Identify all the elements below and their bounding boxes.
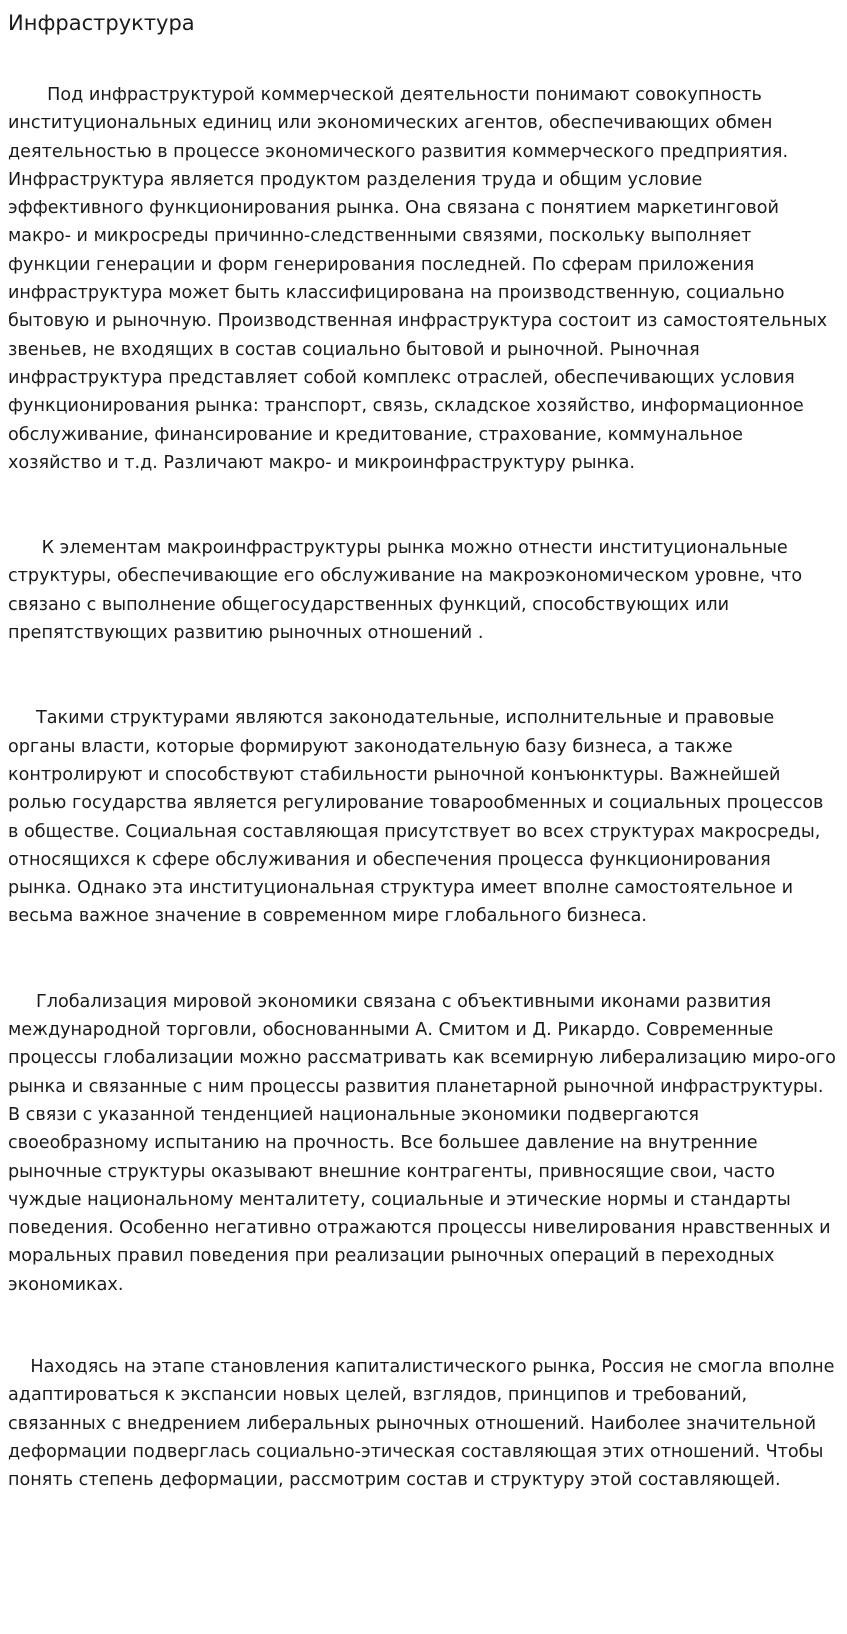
paragraph-spacer [8, 647, 839, 704]
paragraph-spacer [8, 477, 839, 534]
paragraph-globalization: Глобализация мировой экономики связана с объективными иконами развития международной торговли, обоснованными А. Смитом и Д. Рикардо. Современные процессы глобализации можно рассматривать как всемирную либерализацию миро-ого рынка и связанные с ним процессы развития планетарной рыночной инфраструктуры. В связи с указанной тенденцией национальные экономики подвергаются своеобразному испытанию на прочность. Все большее давление на внутренние рыночные структуры оказывают внешние контрагенты, привносящие свои, часто чуждые национальному менталитету, социальные и этические нормы и стандарты поведения. Особенно негативно отражаются процессы нивелирования нравственных и моральных правил поведения при реализации рыночных операций в переходных экономиках. [8, 991, 842, 1295]
paragraph-macro-elements: К элементам макроинфраструктуры рынка можно отнести институциональные структуры, обеспечивающие его обслуживание на макроэкономическом уровне, что связано с выполнение общегосударственных функций, способствующих или препятствующих развитию рыночных отношений . [8, 538, 808, 644]
paragraph-spacer [8, 931, 839, 988]
page-title: Инфраструктура [8, 11, 195, 35]
paragraph-intro: Под инфраструктурой коммерческой деятельности понимают совокупность институциональных единиц или экономических агентов, обеспечивающих обмен деятельностью в процессе экономического развития коммерческого предприятия. Инфраструктура является продуктом разделения труда и общим условие эффективного функционирования рынка. Она связана с понятием маркетинговой макро- и микросреды причинно-следственными связями, поскольку выполняет функции генерации и форм генерирования последней. По сферам приложения инфраструктура может быть классифицирована на производственную, социально бытовую и рыночную. Производственная инфраструктура состоит из самостоятельных звеньев, не входящих в состав социально бытовой и рыночной. Рыночная инфраструктура представляет собой комплекс отраслей, обеспечивающих условия функционирования рынка: транспорт, связь, складское хозяйство, информационное обслуживание, финансирование и кредитование, страхование, коммунальное хозяйство и т.д. Различают макро- и микроинфраструктуру рынка. [8, 85, 833, 473]
paragraph-spacer [8, 1299, 839, 1353]
paragraph-russia: Находясь на этапе становления капиталистического рынка, Россия не смогла вполне адаптироваться к экспансии новых целей, взглядов, принципов и требований, связанных с внедрением либеральных рыночных отношений. Наиболее значительной деформации подверглась социально-этическая составляющая этих отношений. Чтобы понять степень деформации, рассмотрим состав и структуру этой составляющей. [8, 1356, 841, 1491]
paragraph-structures: Такими структурами являются законодательные, исполнительные и правовые органы власти, которые формируют законодательную базу бизнеса, а также контролируют и способствуют стабильности рыночной конъюнктуры. Важнейшей ролью государства является регулирование товарообменных и социальных процессов в обществе. Социальная составляющая присутствует во всех структурах макросреды, относящихся к сфере обслуживания и обеспечения процесса функционирования рынка. Однако эта институциональная структура имеет вполне самостоятельное и весьма важное значение в современном мире глобального бизнеса. [8, 708, 829, 927]
